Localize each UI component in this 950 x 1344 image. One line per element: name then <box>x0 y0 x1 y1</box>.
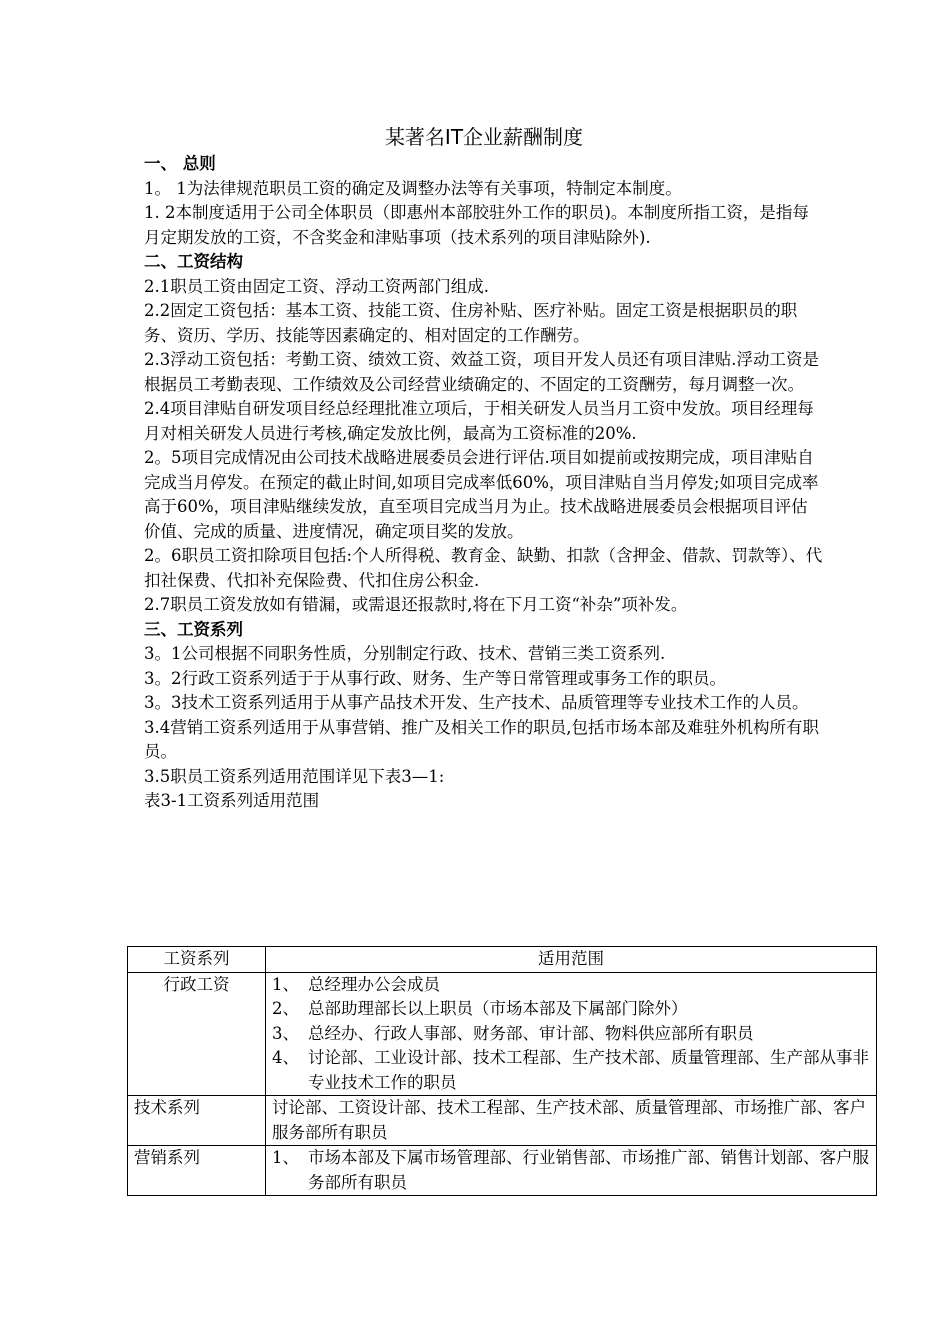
list-number: 3、 <box>272 1023 299 1043</box>
paragraph: 2.7职员工资发放如有错漏，或需退还报款时,将在下月工资“补杂”项补发。 <box>144 595 688 614</box>
document-body <box>144 122 824 814</box>
scope-list-item <box>272 997 870 1022</box>
section-heading: 一、 总则 <box>144 154 216 173</box>
header-scope: 适用范围 <box>266 947 877 973</box>
list-text: 讨论部、工业设计部、技术工程部、生产技术部、质量管理部、生产部从事非专业技术工作的职员 <box>308 1048 869 1092</box>
paragraph: 表3-1工资系列适用范围 <box>144 791 320 810</box>
section-heading: 二、工资结构 <box>144 252 243 271</box>
paragraph: 3。3技术工资系列适用于从事产品技术开发、生产技术、品质管理等专业技术工作的人员。 <box>144 693 809 712</box>
series-cell: 技术系列 <box>128 1096 266 1146</box>
scope-cell: 讨论部、工资设计部、技术工程部、生产技术部、质量管理部、市场推广部、客户服务部所有职员 <box>266 1096 877 1146</box>
document-title: 某著名IT企业薪酬制度 <box>384 125 584 149</box>
list-text: 总经理办公会成员 <box>308 974 440 994</box>
paragraph: 3.5职员工资系列适用范围详见下表3—1: <box>144 766 445 786</box>
paragraph: 3.4营销工资系列适用于从事营销、推广及相关工作的职员,包括市场本部及难驻外机构所有职员。 <box>144 717 819 761</box>
header-series: 工资系列 <box>128 947 266 973</box>
paragraph: 2.1职员工资由固定工资、浮动工资两部门组成. <box>144 276 489 296</box>
scope-list-item <box>272 1022 870 1047</box>
scope-list-item <box>272 1146 870 1195</box>
paragraph: 3。1公司根据不同职务性质，分别制定行政、技术、营销三类工资系列. <box>144 644 666 663</box>
list-number: 4、 <box>272 1048 299 1067</box>
paragraph: 3。2行政工资系列适于于从事行政、财务、生产等日常管理或事务工作的职员。 <box>144 668 726 688</box>
paragraph: 1. 2本制度适用于公司全体职员（即惠州本部胶驻外工作的职员)。本制度所指工资，是指每月定期发放的工资，不含奖金和津贴事项（技术系列的项目津贴除外). <box>144 203 809 247</box>
table-header-row <box>128 947 877 973</box>
list-number: 1、 <box>272 1148 299 1167</box>
paragraph: 2。5项目完成情况由公司技术战略进展委员会进行评估.项目如提前或按期完成，项目津贴自完成当月停发。在预定的截止时间,如项目完成率低60%，项目津贴自当月停发;如项目完成率高于60%，项目津贴继续发放，直至项目完成当月为止。技术战略进展委员会根据项目评估价值、完成的质量、进度情况，确定项目奖的发放。 <box>144 448 819 541</box>
scope-cell <box>266 1146 877 1196</box>
table-row <box>128 1146 877 1196</box>
section-heading: 三、工资系列 <box>144 619 243 639</box>
table-row <box>128 972 877 1096</box>
list-text: 市场本部及下属市场管理部、行业销售部、市场推广部、销售计划部、客户服务部所有职员 <box>308 1148 869 1192</box>
paragraphs <box>144 152 824 814</box>
scope-list-item <box>272 973 870 998</box>
table-row <box>128 1096 877 1146</box>
wage-series-table <box>127 946 877 1196</box>
paragraph: 2.4项目津贴自研发项目经总经理批准立项后，于相关研发人员当月工资中发放。项目经理每月对相关研发人员进行考核,确定发放比例，最高为工资标准的20%. <box>144 399 814 443</box>
list-text: 总经办、行政人事部、财务部、审计部、物料供应部所有职员 <box>308 1023 754 1043</box>
list-text: 总部助理部长以上职员（市场本部及下属部门除外） <box>308 999 688 1018</box>
scope-list-item <box>272 1046 870 1095</box>
list-number: 2、 <box>272 999 299 1018</box>
paragraph: 2。6职员工资扣除项目包括:个人所得税、教育金、缺勤、扣款（含押金、借款、罚款等）、代扣社保费、代扣补充保险费、代扣住房公积金. <box>144 546 823 590</box>
paragraph: 1。 1为法律规范职员工资的确定及调整办法等有关事项，特制定本制度。 <box>144 178 682 198</box>
series-cell: 行政工资 <box>128 972 266 1096</box>
paragraph: 2.2固定工资包括：基本工资、技能工资、住房补贴、医疗补贴。固定工资是根据职员的职务、资历、学历、技能等因素确定的、相对固定的工作酬劳。 <box>144 301 798 345</box>
paragraph: 2.3浮动工资包括：考勤工资、绩效工资、效益工资，项目开发人员还有项目津贴.浮动工资是根据员工考勤表现、工作绩效及公司经营业绩确定的、不固定的工资酬劳，每月调整一次。 <box>144 350 819 394</box>
series-cell: 营销系列 <box>128 1146 266 1196</box>
list-number: 1、 <box>272 974 299 994</box>
scope-cell <box>266 972 877 1096</box>
